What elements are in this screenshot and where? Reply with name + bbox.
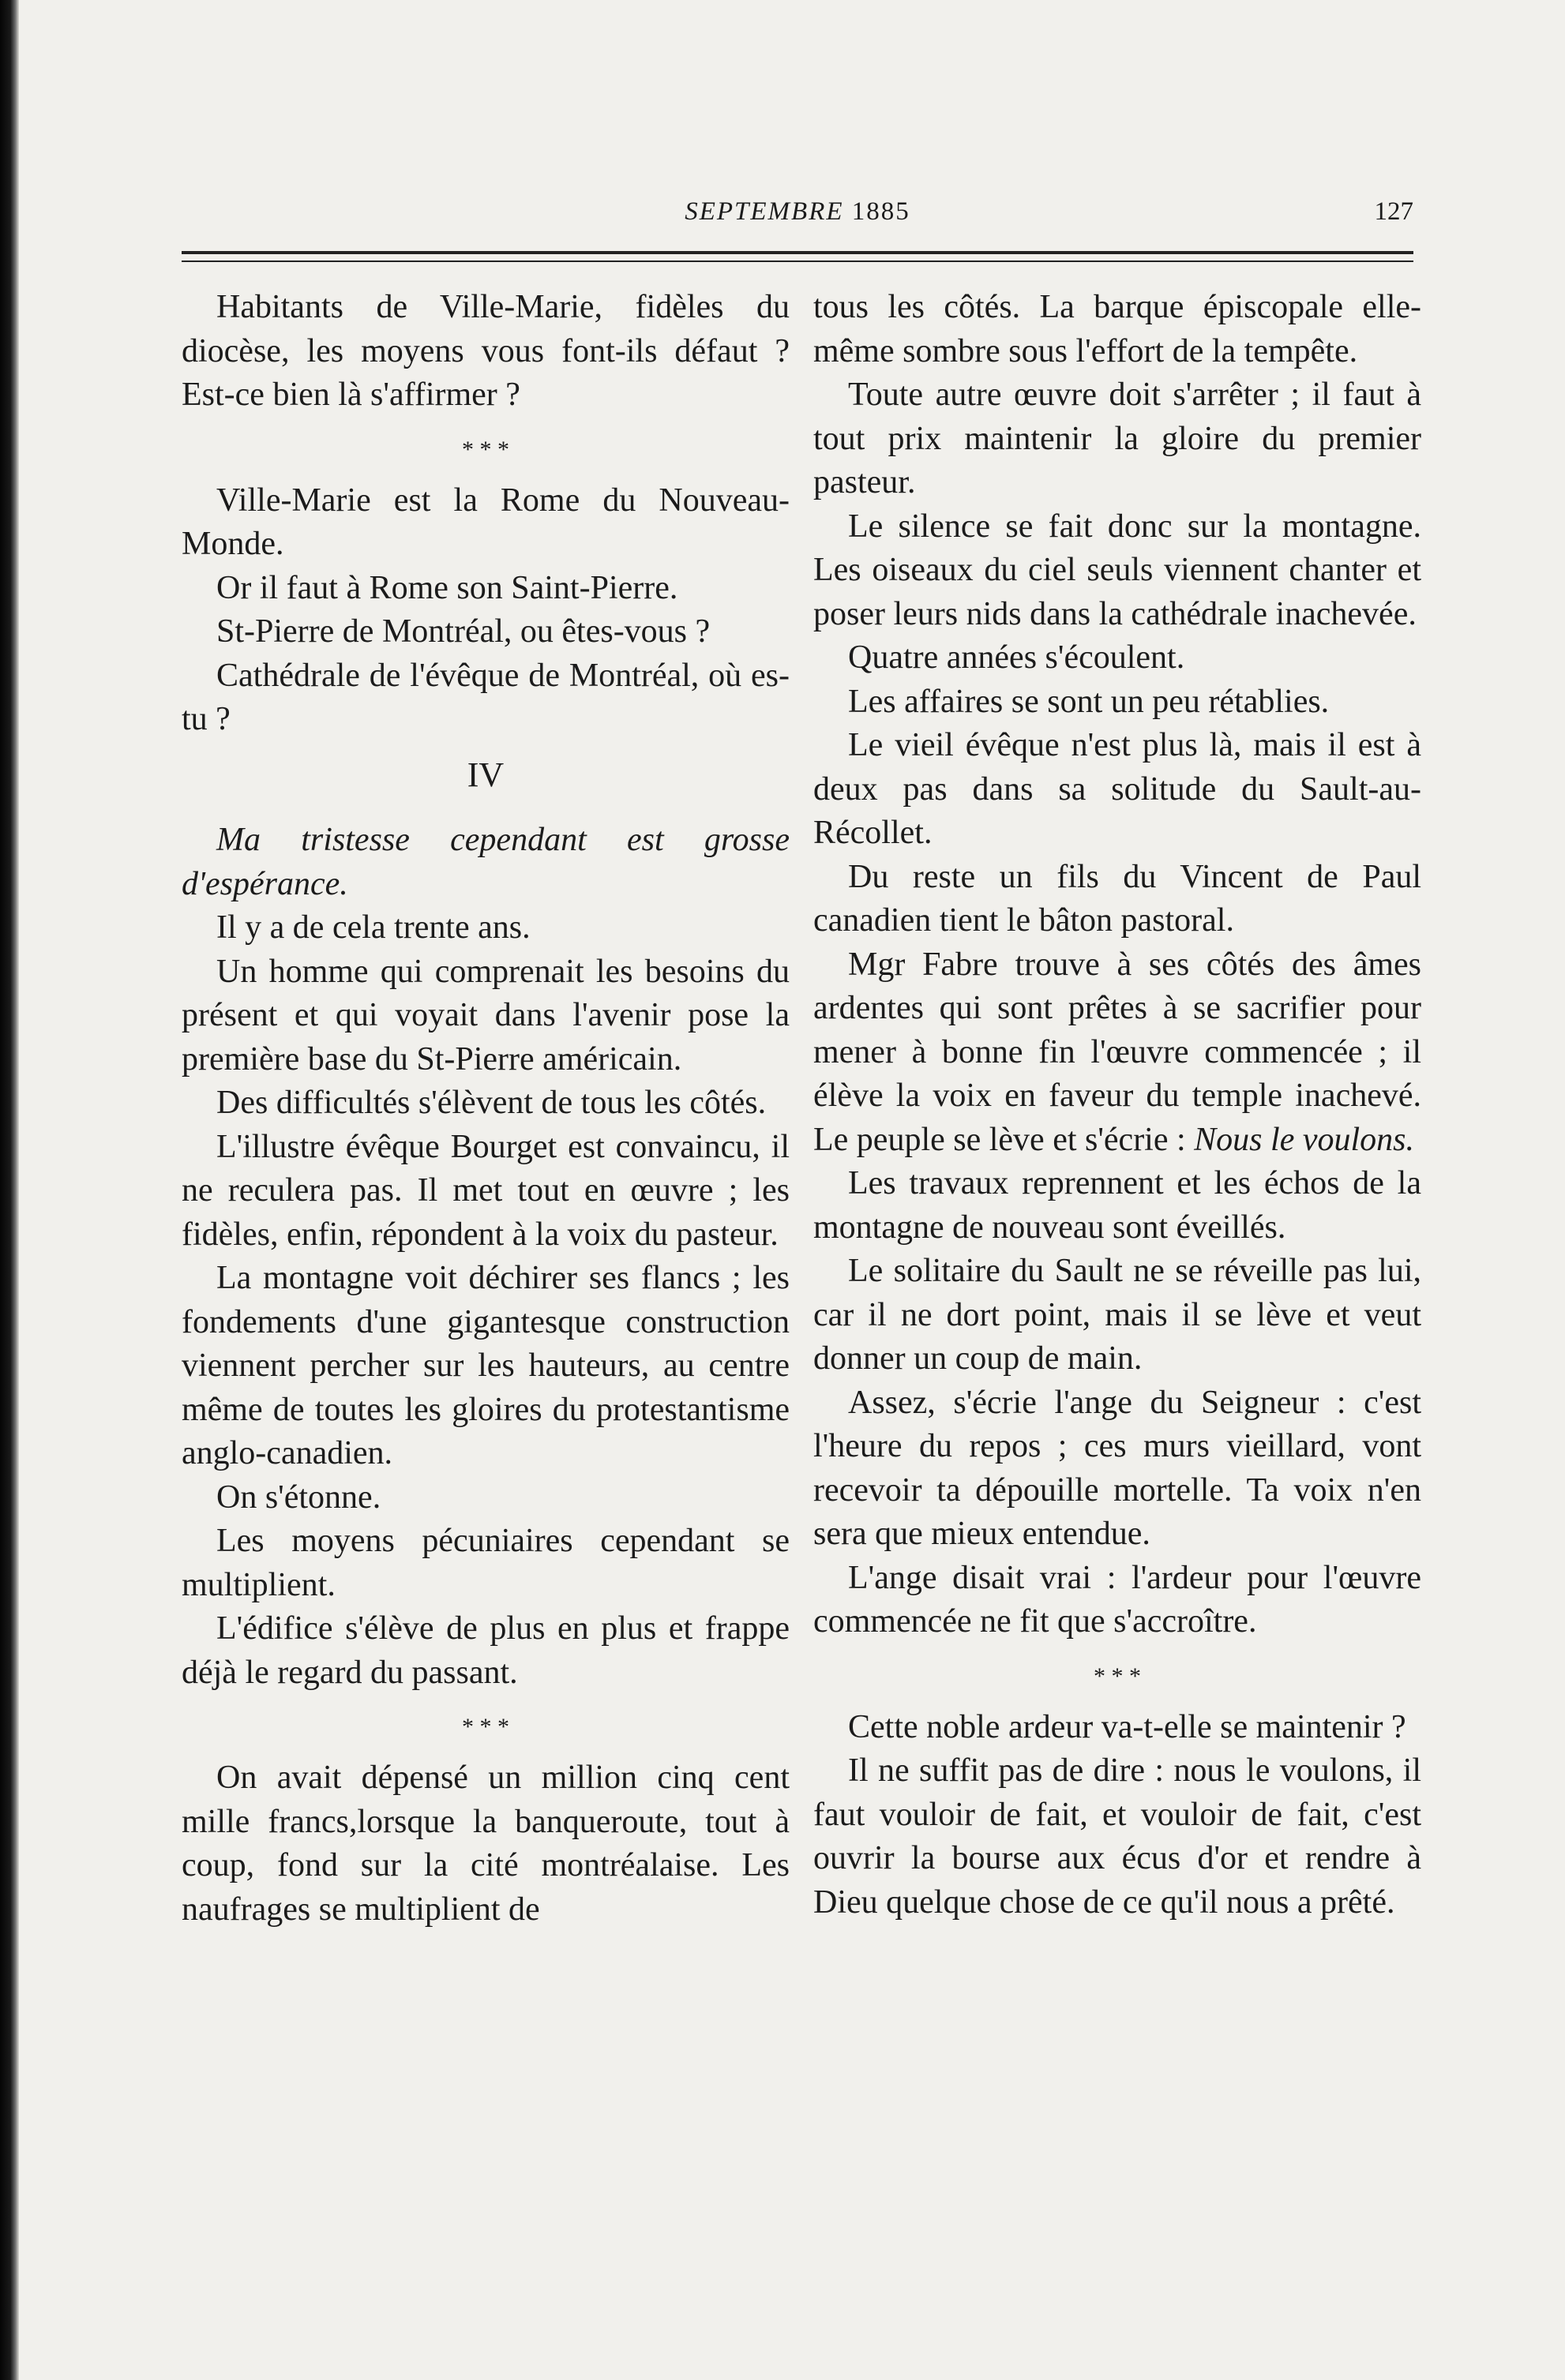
paragraph: Les moyens pécuniaires cependant se multiplient. (182, 1523, 790, 1603)
paragraph: Or il faut à Rome son Saint-Pierre. (216, 569, 678, 606)
paragraph: Le vieil évêque n'est plus là, mais il est à deux pas dans sa solitude du Sault-au-Récollet. (813, 727, 1421, 851)
section-break-asterisks (813, 1662, 1421, 1689)
paragraph (813, 943, 1421, 1163)
paragraph: Un homme qui comprenait les besoins du présent et qui voyait dans l'avenir pose la première base du St-Pierre américain. (182, 953, 790, 1078)
paragraph: Le silence se fait donc sur la montagne. Les oiseaux du ciel seuls viennent chanter et poser leurs nids dans la cathédrale inachevée. (813, 508, 1421, 632)
paragraph-continued: tous les côtés. La barque épiscopale elle-même sombre sous l'effort de la tempête. (813, 289, 1421, 369)
section-break-asterisks (182, 438, 790, 462)
page-header (182, 197, 1413, 245)
paragraph: Habitants de Ville-Marie, fidèles du diocèse, les moyens vous font-ils défaut ? Est-ce bien là s'affirmer ? (182, 289, 790, 413)
paragraph: Du reste un fils du Vincent de Paul canadien tient le bâton pastoral. (813, 858, 1421, 939)
paragraph: Il ne suffit pas de dire : nous le voulons, il faut vouloir de fait, et vouloir de fait, c'est ouvrir la bourse aux écus d'or et rendre à Dieu quelque chose de ce qu'il nous a prêté. (813, 1752, 1421, 1921)
paragraph: L'édifice s'élève de plus en plus et frappe déjà le regard du passant. (182, 1610, 790, 1691)
paragraph: Cathédrale de l'évêque de Montréal, où es-tu ? (182, 657, 790, 737)
asterism: * * * (462, 436, 509, 463)
paragraph: St-Pierre de Montréal, ou êtes-vous ? (216, 613, 711, 650)
running-title-month: SEPTEMBRE (685, 197, 844, 226)
paragraph: On avait dépensé un million cinq cent mille francs,lorsque la banqueroute, tout à coup, fond sur la cité montréalaise. Les naufrages se multiplient de (182, 1760, 790, 1928)
left-column (182, 286, 790, 1932)
page-number: 127 (1374, 197, 1413, 226)
paragraph-italic-phrase: Nous le voulons. (1194, 1121, 1414, 1158)
paragraph: L'illustre évêque Bourget est convaincu, il ne reculera pas. Il met tout en œuvre ; les fidèles, enfin, répondent à la voix du pasteur. (182, 1128, 790, 1253)
paragraph: On s'étonne. (216, 1479, 381, 1516)
header-rule-thick (182, 251, 1413, 254)
paragraph: Toute autre œuvre doit s'arrêter ; il faut à tout prix maintenir la gloire du premier pasteur. (813, 377, 1421, 500)
paragraph: La montagne voit déchirer ses flancs ; les fondements d'une gigantesque construction viennent percher sur les hauteurs, au centre même de toutes les gloires du protestantisme anglo-canadien. (182, 1260, 790, 1471)
asterism: * * * (462, 1714, 509, 1740)
section-heading-iv: IV (467, 755, 505, 794)
right-column (813, 286, 1421, 1925)
header-rule-thin (182, 260, 1413, 262)
paragraph: Il y a de cela trente ans. (216, 909, 531, 946)
paragraph: L'ange disait vrai : l'ardeur pour l'œuvre commencée ne fit que s'accroître. (813, 1559, 1421, 1640)
asterism: * * * (1094, 1662, 1141, 1689)
paragraph: Le solitaire du Sault ne se réveille pas lui, car il ne dort point, mais il se lève et veut donner un coup de main. (813, 1253, 1421, 1377)
paragraph-text: Mgr Fabre trouve à ses côtés des âmes ardentes qui sont prêtes à se sacrifier pour mener à bonne fin l'œuvre commencée ; il élève la voix en faveur du temple inachevé. Le peuple se lève et s'écrie : (813, 946, 1421, 1158)
paragraph-italic: Ma tristesse cependant est grosse d'espérance. (182, 822, 790, 902)
paragraph: Les affaires se sont un peu rétablies. (848, 683, 1330, 720)
section-break-asterisks (182, 1715, 790, 1739)
paragraph: Des difficultés s'élèvent de tous les côtés. (216, 1085, 767, 1121)
running-title-year: 1885 (851, 197, 910, 226)
page-binding-edge (0, 0, 19, 2380)
paragraph: Quatre années s'écoulent. (848, 639, 1185, 676)
paragraph: Cette noble ardeur va-t-elle se maintenir ? (848, 1708, 1406, 1745)
paragraph: Assez, s'écrie l'ange du Seigneur : c'est l'heure du repos ; ces murs vieillard, vont recevoir ta dépouille mortelle. Ta voix n'en sera que mieux entendue. (813, 1384, 1421, 1552)
running-title (182, 197, 1413, 227)
paragraph: Les travaux reprennent et les échos de la montagne de nouveau sont éveillés. (813, 1165, 1421, 1246)
paragraph: Ville-Marie est la Rome du Nouveau-Monde. (182, 482, 790, 562)
